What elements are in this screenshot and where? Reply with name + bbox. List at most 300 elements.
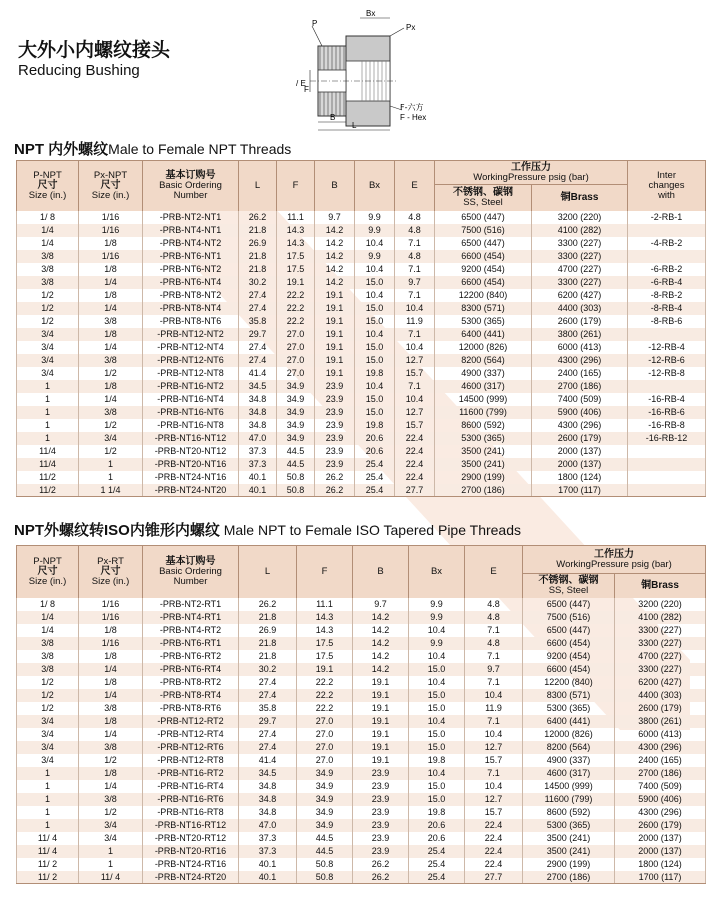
table-cell: 1700 (117) xyxy=(615,871,706,884)
table-cell: 3/8 xyxy=(17,663,79,676)
label-hex-cn: F-六方 xyxy=(400,103,424,112)
table-cell: 34.9 xyxy=(297,793,353,806)
table-cell: 6600 (454) xyxy=(523,663,615,676)
table-cell: 3300 (227) xyxy=(615,624,706,637)
product-title-en: Reducing Bushing xyxy=(18,62,140,79)
table-cell: 21.8 xyxy=(239,611,297,624)
table-cell: -6-RB-4 xyxy=(628,276,706,289)
table-cell: 19.8 xyxy=(409,754,465,767)
table-cell: 3/4 xyxy=(17,754,79,767)
section-title-iso-cn: NPT外螺纹转ISO内锥形内螺纹 xyxy=(14,522,220,539)
table-cell: 40.1 xyxy=(239,484,277,497)
table-cell: 40.1 xyxy=(239,471,277,484)
table-cell: 6600 (454) xyxy=(523,637,615,650)
table-cell: 7.1 xyxy=(465,767,523,780)
table-cell: 4.8 xyxy=(465,637,523,650)
table-cell: -PRB-NT2-NT1 xyxy=(143,211,239,224)
table-cell: 4300 (296) xyxy=(532,419,628,432)
table-cell: 35.8 xyxy=(239,702,297,715)
table-cell: 19.1 xyxy=(315,315,355,328)
table-cell: 27.7 xyxy=(395,484,435,497)
table-cell: -PRB-NT16-NT8 xyxy=(143,419,239,432)
table-cell: -8-RB-6 xyxy=(628,315,706,328)
header-brass: 铜Brass xyxy=(532,185,628,211)
table-cell xyxy=(628,471,706,484)
table-cell: 1 xyxy=(17,393,79,406)
table-cell: -PRB-NT8-NT2 xyxy=(143,289,239,302)
table-cell: 25.4 xyxy=(409,845,465,858)
table-cell: 5900 (406) xyxy=(615,793,706,806)
table-cell: -PRB-NT8-RT6 xyxy=(143,702,239,715)
table-cell: 23.9 xyxy=(353,806,409,819)
table-cell: 1/4 xyxy=(79,302,143,315)
table-cell: 15.0 xyxy=(355,302,395,315)
table-cell: -PRB-NT6-RT2 xyxy=(143,650,239,663)
table-cell: 2600 (179) xyxy=(615,702,706,715)
table-cell: 8200 (564) xyxy=(435,354,532,367)
table-cell: 10.4 xyxy=(465,689,523,702)
table-row xyxy=(17,432,706,445)
section-title-iso xyxy=(14,521,521,540)
table-cell: -PRB-NT16-NT6 xyxy=(143,406,239,419)
table-cell: 3200 (220) xyxy=(532,211,628,224)
table-cell: 9.9 xyxy=(355,211,395,224)
table-row xyxy=(17,832,706,845)
table-cell: 1/4 xyxy=(79,780,143,793)
table-row xyxy=(17,224,706,237)
table-cell: 1/16 xyxy=(79,637,143,650)
table-row xyxy=(17,663,706,676)
table-cell: 3/4 xyxy=(17,728,79,741)
table-cell: 1/4 xyxy=(79,663,143,676)
table-cell: -PRB-NT6-RT4 xyxy=(143,663,239,676)
table-cell: 27.4 xyxy=(239,341,277,354)
table-cell: -PRB-NT4-NT2 xyxy=(143,237,239,250)
table-cell: 27.4 xyxy=(239,676,297,689)
table-row xyxy=(17,484,706,497)
table-cell: 1800 (124) xyxy=(615,858,706,871)
table-cell: 3300 (227) xyxy=(615,637,706,650)
table-cell: -16-RB-6 xyxy=(628,406,706,419)
table-cell: -PRB-NT2-RT1 xyxy=(143,598,239,611)
table-cell: 19.1 xyxy=(315,367,355,380)
table-cell: 27.4 xyxy=(239,741,297,754)
table-row xyxy=(17,302,706,315)
table-cell: 1/4 xyxy=(79,341,143,354)
table-cell: 4100 (282) xyxy=(532,224,628,237)
table-row xyxy=(17,393,706,406)
table-cell: 29.7 xyxy=(239,328,277,341)
table-cell: 6200 (427) xyxy=(532,289,628,302)
table-cell: 19.1 xyxy=(297,663,353,676)
table-row xyxy=(17,289,706,302)
table-row xyxy=(17,315,706,328)
table-cell: 15.7 xyxy=(395,419,435,432)
table-cell: 2000 (137) xyxy=(615,832,706,845)
table-cell: 26.2 xyxy=(353,858,409,871)
table-cell: 14.2 xyxy=(315,224,355,237)
table-cell: 23.9 xyxy=(353,845,409,858)
table-cell: 37.3 xyxy=(239,832,297,845)
table-row xyxy=(17,715,706,728)
table-cell: 15.0 xyxy=(409,793,465,806)
table-cell: 15.0 xyxy=(355,406,395,419)
header-bx: Bx xyxy=(409,546,465,598)
table-row xyxy=(17,806,706,819)
table-cell: 50.8 xyxy=(297,871,353,884)
table-cell: 3500 (241) xyxy=(435,445,532,458)
table-cell: -PRB-NT8-NT4 xyxy=(143,302,239,315)
table-cell: 7.1 xyxy=(465,650,523,663)
table-cell: -PRB-NT12-RT4 xyxy=(143,728,239,741)
table-cell: 1/16 xyxy=(79,250,143,263)
table-cell: 12.7 xyxy=(465,741,523,754)
table-cell: 6000 (413) xyxy=(615,728,706,741)
table-cell: 19.1 xyxy=(315,302,355,315)
table-cell: -PRB-NT16-RT4 xyxy=(143,780,239,793)
table-cell: 23.9 xyxy=(315,432,355,445)
table-cell: -16-RB-8 xyxy=(628,419,706,432)
table-cell: 15.0 xyxy=(355,276,395,289)
table-cell: -PRB-NT8-RT4 xyxy=(143,689,239,702)
table-row xyxy=(17,263,706,276)
table-cell: -4-RB-2 xyxy=(628,237,706,250)
table-cell: -8-RB-4 xyxy=(628,302,706,315)
table-cell: 7500 (516) xyxy=(435,224,532,237)
table-cell: 3/4 xyxy=(79,819,143,832)
table-cell: -PRB-NT4-RT2 xyxy=(143,624,239,637)
table-cell: 15.0 xyxy=(355,354,395,367)
table-cell: 1/8 xyxy=(79,289,143,302)
table-cell: -12-RB-8 xyxy=(628,367,706,380)
table-cell: 3/4 xyxy=(17,328,79,341)
table-cell: 34.5 xyxy=(239,380,277,393)
label-bx: Bx xyxy=(366,9,376,18)
table-cell: 34.8 xyxy=(239,806,297,819)
table-row xyxy=(17,845,706,858)
table-cell: 7500 (516) xyxy=(523,611,615,624)
table-cell: -PRB-NT16-RT2 xyxy=(143,767,239,780)
table-cell: 44.5 xyxy=(297,832,353,845)
table-cell: 21.8 xyxy=(239,224,277,237)
header-p-npt: P-NPT 尺寸 Size (in.) xyxy=(17,161,79,211)
table-cell: -PRB-NT16-RT6 xyxy=(143,793,239,806)
header-brass: 铜Brass xyxy=(615,574,706,598)
table-cell: 11.1 xyxy=(297,598,353,611)
table-cell: 12.7 xyxy=(395,354,435,367)
table-cell xyxy=(628,380,706,393)
table-cell: -16-RB-4 xyxy=(628,393,706,406)
table-cell: 19.8 xyxy=(355,367,395,380)
table-cell: 10.4 xyxy=(355,237,395,250)
table-cell: 20.6 xyxy=(409,819,465,832)
table-cell: 25.4 xyxy=(355,484,395,497)
table-cell: 1/4 xyxy=(79,689,143,702)
table-cell: 10.4 xyxy=(409,650,465,663)
table-cell: -PRB-NT12-RT6 xyxy=(143,741,239,754)
table-cell: 5900 (406) xyxy=(532,406,628,419)
table-cell: -2-RB-1 xyxy=(628,211,706,224)
table-cell: 12000 (826) xyxy=(523,728,615,741)
table-cell: 1/8 xyxy=(79,767,143,780)
table-cell: 37.3 xyxy=(239,845,297,858)
table-cell: 3/8 xyxy=(79,354,143,367)
table-cell: -PRB-NT6-RT1 xyxy=(143,637,239,650)
table-row xyxy=(17,858,706,871)
table-cell: 2400 (165) xyxy=(615,754,706,767)
table-row xyxy=(17,354,706,367)
table-cell: 7.1 xyxy=(465,715,523,728)
table-cell: -PRB-NT24-NT16 xyxy=(143,471,239,484)
table-cell: 11.9 xyxy=(465,702,523,715)
table-cell: 9.7 xyxy=(353,598,409,611)
table-cell: 15.0 xyxy=(409,702,465,715)
header-b: B xyxy=(353,546,409,598)
table-cell: 1 xyxy=(17,780,79,793)
table-cell: 1/8 xyxy=(79,237,143,250)
table-cell: -PRB-NT4-NT1 xyxy=(143,224,239,237)
table-cell: 1/2 xyxy=(79,806,143,819)
table-cell: 15.7 xyxy=(395,367,435,380)
table-cell: 23.9 xyxy=(353,780,409,793)
table-row xyxy=(17,367,706,380)
table-row xyxy=(17,276,706,289)
table-cell: 21.8 xyxy=(239,250,277,263)
table-cell: 6200 (427) xyxy=(615,676,706,689)
table-cell: 1/4 xyxy=(79,393,143,406)
table-cell: 12.7 xyxy=(465,793,523,806)
table-cell: 4900 (337) xyxy=(523,754,615,767)
table-cell: -6-RB-2 xyxy=(628,263,706,276)
table-cell: 8600 (592) xyxy=(523,806,615,819)
label-e: / E xyxy=(296,79,306,88)
header-ss-steel: 不锈钢、碳钢 SS, Steel xyxy=(435,185,532,211)
table-cell: 14.3 xyxy=(277,224,315,237)
table-cell: 3/4 xyxy=(17,741,79,754)
table-cell: 11/ 4 xyxy=(17,832,79,845)
table-cell: 9.9 xyxy=(409,637,465,650)
table-row xyxy=(17,328,706,341)
table-cell: -PRB-NT12-NT2 xyxy=(143,328,239,341)
table-cell: 4.8 xyxy=(395,211,435,224)
table-cell: 1/16 xyxy=(79,598,143,611)
table-cell: 26.9 xyxy=(239,624,297,637)
table-cell: 44.5 xyxy=(277,458,315,471)
table-cell: 3/8 xyxy=(17,276,79,289)
table-cell: 2700 (186) xyxy=(532,380,628,393)
table-cell: 22.2 xyxy=(277,302,315,315)
table-row xyxy=(17,728,706,741)
table-cell: 23.9 xyxy=(315,406,355,419)
table-cell: -PRB-NT6-NT2 xyxy=(143,263,239,276)
table-cell: -PRB-NT16-NT12 xyxy=(143,432,239,445)
table-cell: 19.1 xyxy=(315,328,355,341)
table-cell: 7.1 xyxy=(395,289,435,302)
header-ordering-number: 基本订购号 Basic Ordering Number xyxy=(143,161,239,211)
table-cell: 5300 (365) xyxy=(435,315,532,328)
table-cell: 34.9 xyxy=(277,393,315,406)
table-cell: 1 xyxy=(17,419,79,432)
header-l: L xyxy=(239,161,277,211)
table-row xyxy=(17,611,706,624)
table-cell: 1/2 xyxy=(17,315,79,328)
table-cell: 2900 (199) xyxy=(435,471,532,484)
table-cell: 40.1 xyxy=(239,858,297,871)
table-cell: 15.0 xyxy=(355,315,395,328)
table-cell: 15.0 xyxy=(355,393,395,406)
table-cell: 1/2 xyxy=(17,689,79,702)
table-cell: 30.2 xyxy=(239,663,297,676)
table-cell: 19.1 xyxy=(353,689,409,702)
table-cell: 14.2 xyxy=(353,637,409,650)
table-cell: -PRB-NT24-RT20 xyxy=(143,871,239,884)
table-cell: 11/2 xyxy=(17,471,79,484)
table-cell: 2400 (165) xyxy=(532,367,628,380)
table-cell: 10.4 xyxy=(355,289,395,302)
table-cell: 10.4 xyxy=(395,302,435,315)
table-cell: 22.4 xyxy=(465,858,523,871)
table-cell: 50.8 xyxy=(277,484,315,497)
table-cell: 27.4 xyxy=(239,689,297,702)
table-cell: -PRB-NT12-NT4 xyxy=(143,341,239,354)
table-cell: 4.8 xyxy=(395,250,435,263)
table-cell: -PRB-NT16-RT12 xyxy=(143,819,239,832)
table-cell: 3800 (261) xyxy=(532,328,628,341)
table-cell: 19.1 xyxy=(315,354,355,367)
table-cell: 23.9 xyxy=(315,380,355,393)
table-cell xyxy=(628,224,706,237)
table-cell: 4700 (227) xyxy=(532,263,628,276)
table-cell: 10.4 xyxy=(395,341,435,354)
table-cell: 3300 (227) xyxy=(532,250,628,263)
table-cell: -PRB-NT8-NT6 xyxy=(143,315,239,328)
table-cell: 9.9 xyxy=(409,611,465,624)
table-cell: 22.2 xyxy=(277,289,315,302)
header-working-pressure: 工作压力 WorkingPressure psig (bar) xyxy=(523,546,706,574)
table-cell: 1/16 xyxy=(79,224,143,237)
table-cell: 9200 (454) xyxy=(523,650,615,663)
table-row xyxy=(17,650,706,663)
table-cell: 4400 (303) xyxy=(615,689,706,702)
table-cell: 2700 (186) xyxy=(435,484,532,497)
table-cell: 9.7 xyxy=(465,663,523,676)
table-cell: 11600 (799) xyxy=(435,406,532,419)
table-cell: 4300 (296) xyxy=(532,354,628,367)
label-hex-en: F - Hex xyxy=(400,113,427,122)
header-p-npt: P-NPT 尺寸 Size (in.) xyxy=(17,546,79,598)
table-cell: 27.0 xyxy=(297,741,353,754)
table-cell: 25.4 xyxy=(409,871,465,884)
table-cell: -PRB-NT12-NT6 xyxy=(143,354,239,367)
table-cell: 3/4 xyxy=(79,832,143,845)
table-cell: 23.9 xyxy=(353,767,409,780)
table-cell: 25.4 xyxy=(355,458,395,471)
table-cell: 34.9 xyxy=(277,419,315,432)
table-cell: 3/8 xyxy=(17,250,79,263)
table-cell: 22.4 xyxy=(465,819,523,832)
table-cell: 15.0 xyxy=(409,780,465,793)
table-cell: 1/8 xyxy=(79,715,143,728)
table-cell: 19.1 xyxy=(353,715,409,728)
table-cell: 4400 (303) xyxy=(532,302,628,315)
table-cell: 10.4 xyxy=(409,676,465,689)
table-cell: 2600 (179) xyxy=(532,432,628,445)
table-cell: 10.4 xyxy=(355,380,395,393)
table-cell: 17.5 xyxy=(297,637,353,650)
table-cell: 12200 (840) xyxy=(435,289,532,302)
table-cell: 19.8 xyxy=(355,419,395,432)
table-cell: 50.8 xyxy=(277,471,315,484)
table-row xyxy=(17,624,706,637)
table-cell: 8300 (571) xyxy=(523,689,615,702)
table-cell: 7.1 xyxy=(395,380,435,393)
table-cell: 17.5 xyxy=(277,250,315,263)
table-cell: 6500 (447) xyxy=(523,598,615,611)
table-row xyxy=(17,702,706,715)
table-cell: 1 xyxy=(17,767,79,780)
table-cell: 7400 (509) xyxy=(532,393,628,406)
table-cell: 14.2 xyxy=(315,250,355,263)
table-cell: 6500 (447) xyxy=(435,237,532,250)
table-cell: 12200 (840) xyxy=(523,676,615,689)
table-cell: 3/8 xyxy=(79,741,143,754)
table-cell: 9.7 xyxy=(395,276,435,289)
header-px-npt: Px-NPT 尺寸 Size (in.) xyxy=(79,161,143,211)
table-cell: 3300 (227) xyxy=(532,237,628,250)
table-cell: 19.1 xyxy=(353,754,409,767)
table-cell: 34.8 xyxy=(239,780,297,793)
table-cell: -PRB-NT20-NT16 xyxy=(143,458,239,471)
table-cell: 1/2 xyxy=(17,702,79,715)
table-cell: 26.2 xyxy=(353,871,409,884)
table-cell: 14500 (999) xyxy=(435,393,532,406)
table-cell: 14.2 xyxy=(315,276,355,289)
table-row xyxy=(17,250,706,263)
table-cell: 11/4 xyxy=(17,445,79,458)
table-cell: 23.9 xyxy=(315,393,355,406)
table-cell: 6500 (447) xyxy=(435,211,532,224)
table-cell: 41.4 xyxy=(239,754,297,767)
table-cell: 17.5 xyxy=(297,650,353,663)
table-cell: 27.4 xyxy=(239,354,277,367)
table-cell: 22.2 xyxy=(297,689,353,702)
table-cell: 1 xyxy=(17,432,79,445)
table-cell: 5300 (365) xyxy=(523,819,615,832)
table-cell: 1/4 xyxy=(17,224,79,237)
table-cell: 14.2 xyxy=(353,650,409,663)
table-cell: 20.6 xyxy=(409,832,465,845)
table-cell: 9.9 xyxy=(355,250,395,263)
table-cell: 22.4 xyxy=(395,458,435,471)
table-cell: 21.8 xyxy=(239,263,277,276)
table-cell: 34.8 xyxy=(239,406,277,419)
table-cell: 15.0 xyxy=(355,341,395,354)
table-cell: 7.1 xyxy=(465,676,523,689)
table-cell: 25.4 xyxy=(355,471,395,484)
table-row xyxy=(17,819,706,832)
table-cell: 3/8 xyxy=(79,406,143,419)
table-cell: 3500 (241) xyxy=(435,458,532,471)
table-cell: 14.2 xyxy=(353,663,409,676)
table-cell: 50.8 xyxy=(297,858,353,871)
npt-spec-table xyxy=(16,160,706,497)
section-title-npt-en: Male to Female NPT Threads xyxy=(108,141,292,157)
table-cell: -PRB-NT16-RT8 xyxy=(143,806,239,819)
table-cell: 3/8 xyxy=(79,793,143,806)
table-cell: 2600 (179) xyxy=(532,315,628,328)
table-cell: 27.0 xyxy=(297,728,353,741)
table-cell: 11/ 2 xyxy=(17,858,79,871)
